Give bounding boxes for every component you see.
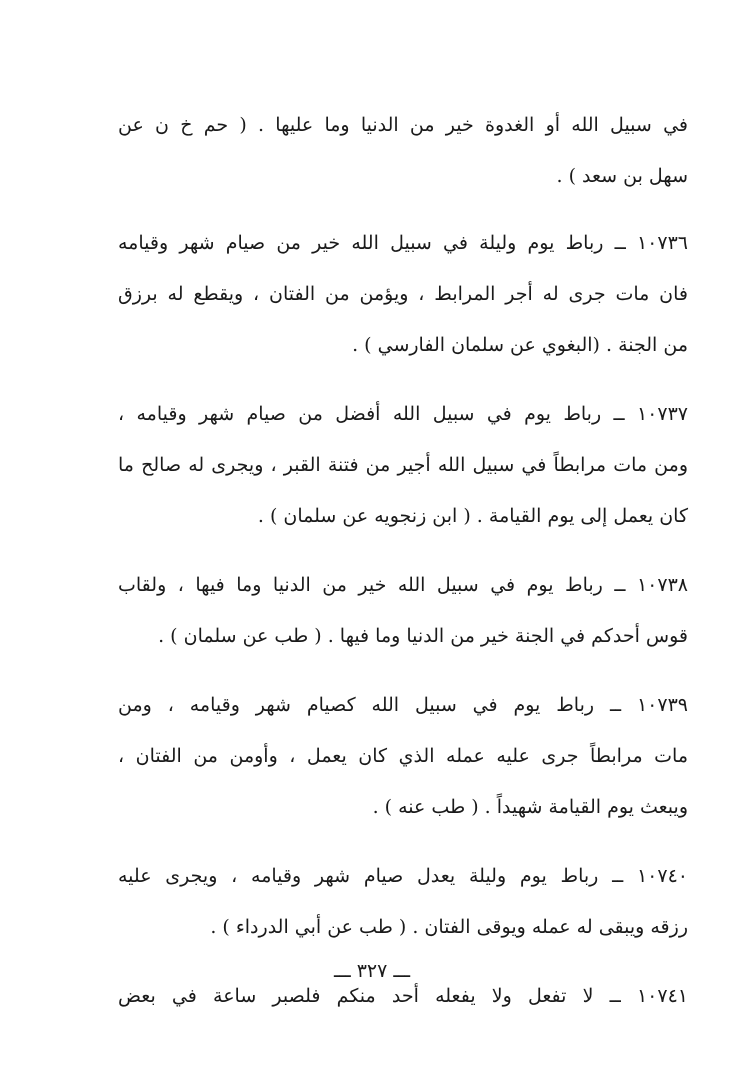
hadith-10736 [118,218,688,371]
paragraph-continuation [118,100,688,202]
text-line: ١٠٧٣٩ ــ رباط يوم في سبيل الله كصيام شهر وقيامه ، ومن [118,694,688,716]
text-line: رزقه ويبقى له عمله ويوقى الفتان . ( طب عن أبي الدرداء ) . [210,916,688,938]
text-line: ويبعث يوم القيامة شهيداً . ( طب عنه ) . [372,796,688,818]
text-line: ١٠٧٣٨ ــ رباط يوم في سبيل الله خير من الدنيا وما فيها ، ولقاب [118,574,688,596]
text-line: فان مات جرى له أجر المرابط ، ويؤمن من الفتان ، ويقطع له برزق [118,283,688,305]
text-line: من الجنة . (البغوي عن سلمان الفارسي ) . [352,334,688,356]
text-line: في سبيل الله أو الغدوة خير من الدنيا وما عليها . ( حم خ ن عن [118,114,688,136]
page-body [118,100,688,1007]
page-number: ـــ ٣٢٧ ـــ [333,960,411,982]
text-line: ومن مات مرابطاً في سبيل الله أجير من فتنة القبر ، ويجرى له صالح ما [118,454,688,476]
text-line: ١٠٧٣٧ ــ رباط يوم في سبيل الله أفضل من صيام شهر وقيامه ، [118,403,688,425]
text-line: كان يعمل إلى يوم القيامة . ( ابن زنجويه عن سلمان ) . [257,505,688,527]
hadith-10737 [118,389,688,542]
hadith-10738 [118,560,688,662]
text-line: قوس أحدكم في الجنة خير من الدنيا وما فيها . ( طب عن سلمان ) . [158,625,688,647]
hadith-10739 [118,680,688,833]
text-line: ١٠٧٣٦ ــ رباط يوم وليلة في سبيل الله خير من صيام شهر وقيامه [118,232,688,254]
hadith-10740 [118,851,688,953]
text-line: مات مرابطاً جرى عليه عمله الذي كان يعمل ، وأومن من الفتان ، [118,745,688,767]
text-line: ١٠٧٤٠ ــ رباط يوم وليلة يعدل صيام شهر وقيامه ، ويجرى عليه [118,865,688,887]
text-line: ١٠٧٤١ ــ لا تفعل ولا يفعله أحد منكم فلصبر ساعة في بعض [118,985,688,1007]
text-line: سهل بن سعد ) . [556,165,688,187]
